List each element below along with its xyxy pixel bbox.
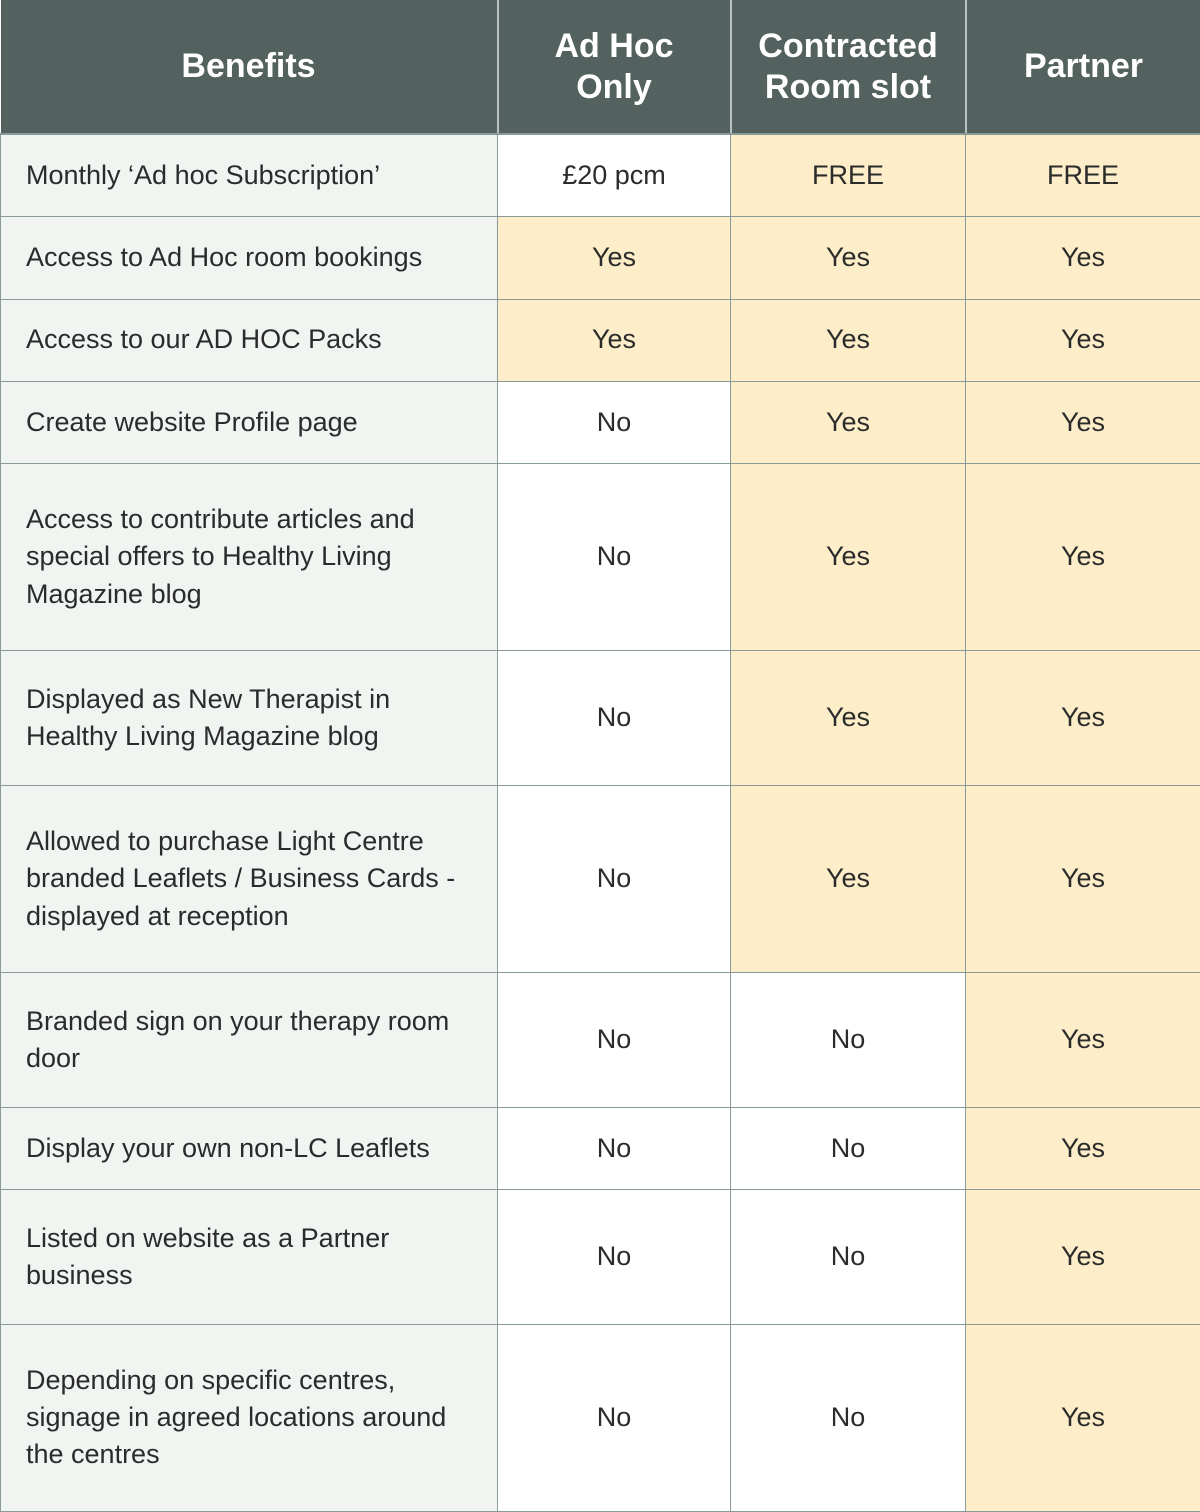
partner-value-cell: Yes [966, 973, 1200, 1108]
table-row [1, 785, 1200, 972]
ad-hoc-only-value-cell: No [498, 381, 731, 463]
benefit-label-cell: Create website Profile page [1, 381, 498, 463]
partner-value-cell: Yes [966, 1189, 1200, 1324]
column-header-benefits [1, 0, 498, 134]
table-row [1, 299, 1200, 381]
partner-value-cell: Yes [966, 1107, 1200, 1189]
ad-hoc-only-value-cell: No [498, 1189, 731, 1324]
contracted-room-slot-value-cell: Yes [731, 381, 966, 463]
table-body [1, 134, 1200, 1512]
contracted-room-slot-value-cell: Yes [731, 651, 966, 786]
contracted-room-slot-value-cell: No [731, 1324, 966, 1511]
table-row [1, 1324, 1200, 1511]
partner-value-cell: Yes [966, 1324, 1200, 1511]
column-header-benefits-label: Benefits [181, 47, 316, 86]
ad-hoc-only-value-cell: No [498, 973, 731, 1108]
partner-value-cell: Yes [966, 299, 1200, 381]
benefit-label-cell: Access to Ad Hoc room bookings [1, 217, 498, 299]
table-row [1, 973, 1200, 1108]
ad-hoc-only-value-cell: No [498, 463, 731, 650]
benefit-label-cell: Access to our AD HOC Packs [1, 299, 498, 381]
table-row [1, 651, 1200, 786]
column-header-ad-hoc-only-line2: Only [576, 67, 652, 106]
contracted-room-slot-value-cell: Yes [731, 299, 966, 381]
header-row [1, 0, 1200, 134]
benefit-label-cell: Depending on specific centres, signage in agreed locations around the centres [1, 1324, 498, 1511]
ad-hoc-only-value-cell: No [498, 1324, 731, 1511]
partner-value-cell: Yes [966, 217, 1200, 299]
table-row [1, 1189, 1200, 1324]
benefit-label-cell: Monthly ‘Ad hoc Subscription’ [1, 134, 498, 217]
contracted-room-slot-value-cell: Yes [731, 785, 966, 972]
column-header-contracted-room-slot-line1: Contracted [758, 27, 938, 66]
benefit-label-cell: Displayed as New Therapist in Healthy Living Magazine blog [1, 651, 498, 786]
partner-value-cell: Yes [966, 785, 1200, 972]
benefit-label-cell: Listed on website as a Partner business [1, 1189, 498, 1324]
contracted-room-slot-value-cell: Yes [731, 217, 966, 299]
column-header-ad-hoc-only-line1: Ad Hoc [554, 27, 674, 66]
column-header-contracted-room-slot [731, 0, 966, 134]
table-row [1, 463, 1200, 650]
table-row [1, 381, 1200, 463]
partner-value-cell: Yes [966, 381, 1200, 463]
table-row [1, 217, 1200, 299]
partner-value-cell: Yes [966, 463, 1200, 650]
contracted-room-slot-value-cell: No [731, 1189, 966, 1324]
contracted-room-slot-value-cell: FREE [731, 134, 966, 217]
benefit-label-cell: Branded sign on your therapy room door [1, 973, 498, 1108]
ad-hoc-only-value-cell: No [498, 1107, 731, 1189]
table-row [1, 134, 1200, 217]
table-row [1, 1107, 1200, 1189]
column-header-ad-hoc-only [498, 0, 731, 134]
benefit-label-cell: Access to contribute articles and special offers to Healthy Living Magazine blog [1, 463, 498, 650]
column-header-contracted-room-slot-line2: Room slot [764, 67, 932, 106]
ad-hoc-only-value-cell: £20 pcm [498, 134, 731, 217]
column-header-partner-label: Partner [1023, 47, 1144, 86]
ad-hoc-only-value-cell: No [498, 651, 731, 786]
partner-value-cell: FREE [966, 134, 1200, 217]
partner-value-cell: Yes [966, 651, 1200, 786]
benefit-label-cell: Allowed to purchase Light Centre branded Leaflets / Business Cards - displayed at reception [1, 785, 498, 972]
ad-hoc-only-value-cell: No [498, 785, 731, 972]
contracted-room-slot-value-cell: No [731, 1107, 966, 1189]
benefit-label-cell: Display your own non-LC Leaflets [1, 1107, 498, 1189]
column-header-partner [966, 0, 1200, 134]
ad-hoc-only-value-cell: Yes [498, 217, 731, 299]
contracted-room-slot-value-cell: No [731, 973, 966, 1108]
ad-hoc-only-value-cell: Yes [498, 299, 731, 381]
table-header [1, 0, 1200, 134]
contracted-room-slot-value-cell: Yes [731, 463, 966, 650]
